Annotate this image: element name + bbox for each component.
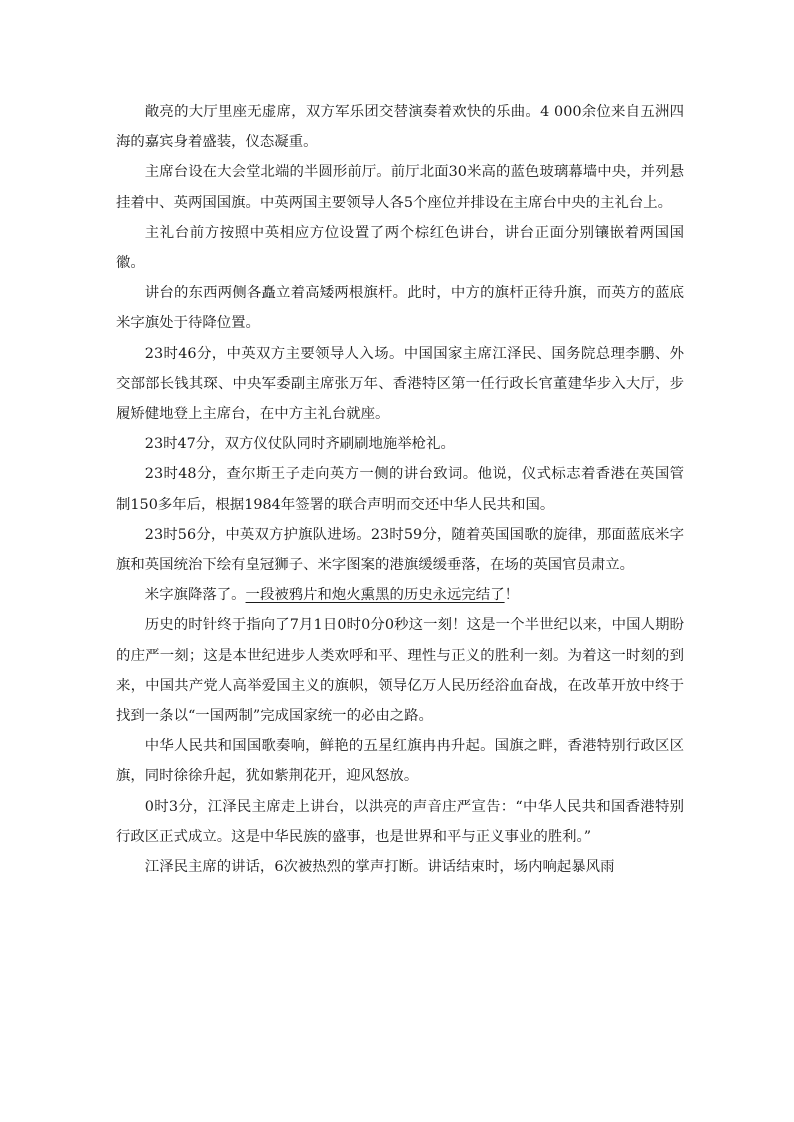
paragraph: 0时3分，江泽民主席走上讲台，以洪亮的声音庄严宣告：“中华人民共和国香港特别行政区正式成立。这是中华民族的盛事，也是世界和平与正义事业的胜利。” — [116, 798, 684, 845]
paragraph-lead: 米字旗降落了。 — [144, 587, 246, 604]
paragraph-emphasis — [116, 580, 684, 610]
paragraph: 23时47分，双方仪仗队同时齐刷刷地施举枪礼。 — [144, 436, 455, 453]
paragraph-tail: ！ — [504, 587, 519, 604]
paragraph: 中华人民共和国国歌奏响，鲜艳的五星红旗冉冉升起。国旗之畔，香港特别行政区区旗，同时徐徐升起，犹如紫荆花开，迎风怒放。 — [116, 738, 684, 785]
paragraph: 主礼台前方按照中英相应方位设置了两个棕红色讲台，讲台正面分别镶嵌着两国国徽。 — [116, 224, 684, 272]
paragraph: 讲台的东西两侧各矗立着高矮两根旗杆。此时，中方的旗杆正待升旗，而英方的蓝底米字旗处于待降位置。 — [116, 285, 684, 332]
underlined-sentence: 一段被鸦片和炮火熏黑的历史永远完结了 — [245, 587, 505, 604]
paragraph: 23时56分，中英双方护旗队进场。23时59分，随着英国国歌的旋律，那面蓝底米字旗和英国统治下绘有皇冠狮子、米字图案的港旗缓缓垂落，在场的英国官员肃立。 — [116, 526, 684, 574]
paragraph: 历史的时针终于指向了7月1日0时0分0秒这一刻！这是一个半世纪以来，中国人期盼的庄严一刻；这是本世纪进步人类欢呼和平、理性与正义的胜利一刻。为着这一时刻的到来，中国共产党人高举爱国主义的旗帜，领导亿万人民历经浴血奋战，在改革开放中终于找到一条以“一国两制”完成国家统一的必由之路。 — [116, 617, 684, 725]
paragraph: 江泽民主席的讲话，6次被热烈的掌声打断。讲话结束时，场内响起暴风雨 — [144, 859, 615, 876]
paragraph: 23时46分，中英双方主要领导人入场。中国国家主席江泽民、国务院总理李鹏、外交部部长钱其琛、中央军委副主席张万年、香港特区第一任行政长官董建华步入大厅，步履矫健地登上主席台，在中方主礼台就座。 — [116, 345, 684, 423]
paragraph: 23时48分，查尔斯王子走向英方一侧的讲台致词。他说，仪式标志着香港在英国管制150多年后，根据1984年签署的联合声明而交还中华人民共和国。 — [116, 466, 684, 513]
paragraph: 敞亮的大厅里座无虚席，双方军乐团交替演奏着欢快的乐曲。4 000余位来自五洲四海的嘉宾身着盛装，仪态凝重。 — [116, 104, 684, 151]
paragraph: 主席台设在大会堂北端的半圆形前厅。前厅北面30米高的蓝色玻璃幕墙中央，并列悬挂着中、英两国国旗。中英两国主要领导人各5个座位并排设在主席台中央的主礼台上。 — [116, 164, 684, 211]
document-body — [116, 97, 684, 882]
